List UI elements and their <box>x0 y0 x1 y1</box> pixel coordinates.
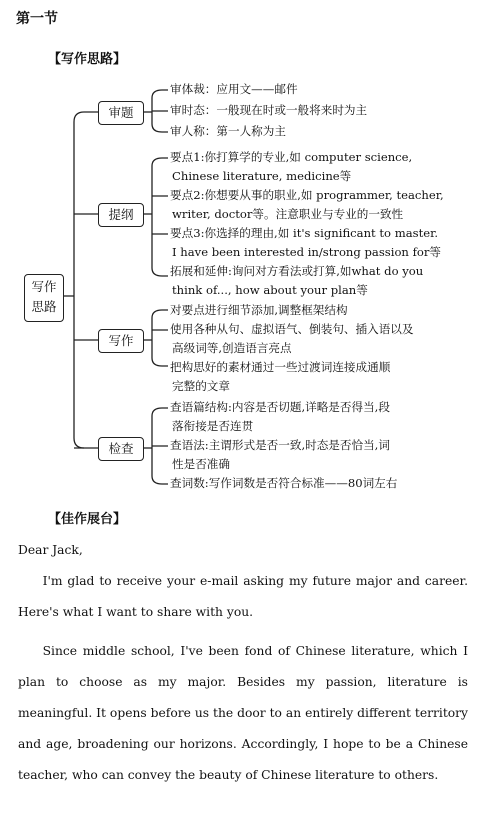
xiezuo-item: 把构思好的素材通过一些过渡词连接成通顺 <box>170 360 391 374</box>
branch-label: 审题 <box>108 105 134 120</box>
shenti-item: 审时态：一般现在时或一般将来时为主 <box>170 103 368 117</box>
tigang-item: 要点3:你选择的理由,如 it's significant to master. <box>170 226 439 240</box>
branch-xiezuo <box>98 329 144 353</box>
tigang-item: 拓展和延伸:询问对方看法或打算,如what do you <box>170 264 424 278</box>
xiezuo-item: 对要点进行细节添加,调整框架结构 <box>170 303 348 317</box>
jiancha-item: 查语法:主谓形式是否一致,时态是否恰当,词 <box>170 438 390 452</box>
branch-label: 提纲 <box>108 207 134 222</box>
jiancha-item: 落衔接是否连贯 <box>172 419 254 433</box>
branch-label: 检查 <box>108 441 134 456</box>
branch-jiancha <box>98 437 144 461</box>
mindmap-root <box>24 274 64 322</box>
letter-paragraph: I'm glad to receive your e-mail asking my future major and career. Here's what I want to share with you. <box>18 574 468 619</box>
root-label: 写作思路 <box>31 279 57 314</box>
tigang-item: Chinese literature, medicine等 <box>172 169 352 183</box>
tigang-item: writer, doctor等。注意职业与专业的一致性 <box>172 207 404 221</box>
tigang-item: think of..., how about your plan等 <box>172 283 368 297</box>
branch-tigang <box>98 203 144 227</box>
tigang-item: I have been interested in/strong passion for等 <box>172 245 441 259</box>
tigang-item: 要点1:你打算学的专业,如 computer science, <box>170 150 413 164</box>
sample-title: 【佳作展台】 <box>48 512 127 527</box>
branch-shenti <box>98 101 144 125</box>
jiancha-item: 查词数:写作词数是否符合标准——80词左右 <box>170 476 398 490</box>
xiezuo-item: 完整的文章 <box>172 379 230 393</box>
shenti-item: 审人称：第一人称为主 <box>170 124 286 138</box>
shenti-item: 审体裁：应用文——邮件 <box>170 82 298 96</box>
letter-greeting: Dear Jack, <box>18 543 83 557</box>
writing-ideas-title: 【写作思路】 <box>48 52 127 67</box>
jiancha-item: 性是否准确 <box>172 457 230 471</box>
jiancha-item: 查语篇结构:内容是否切题,详略是否得当,段 <box>170 400 390 414</box>
xiezuo-item: 高级词等,创造语言亮点 <box>172 341 292 355</box>
letter-paragraph: Since middle school, I've been fond of Chinese literature, which I plan to choose as my major. Besides my passion, literature is meaningful. It opens before us the door to an entirely different territory and age, broadening our horizons. Accordingly, I hope to be a Chinese teacher, who can convey the beauty of Chinese literature to others. <box>18 644 468 782</box>
branch-label: 写作 <box>108 333 134 348</box>
tigang-item: 要点2:你想要从事的职业,如 programmer, teacher, <box>170 188 444 202</box>
section-title: 第一节 <box>16 11 58 27</box>
xiezuo-item: 使用各种从句、虚拟语气、倒装句、插入语以及 <box>170 322 414 336</box>
